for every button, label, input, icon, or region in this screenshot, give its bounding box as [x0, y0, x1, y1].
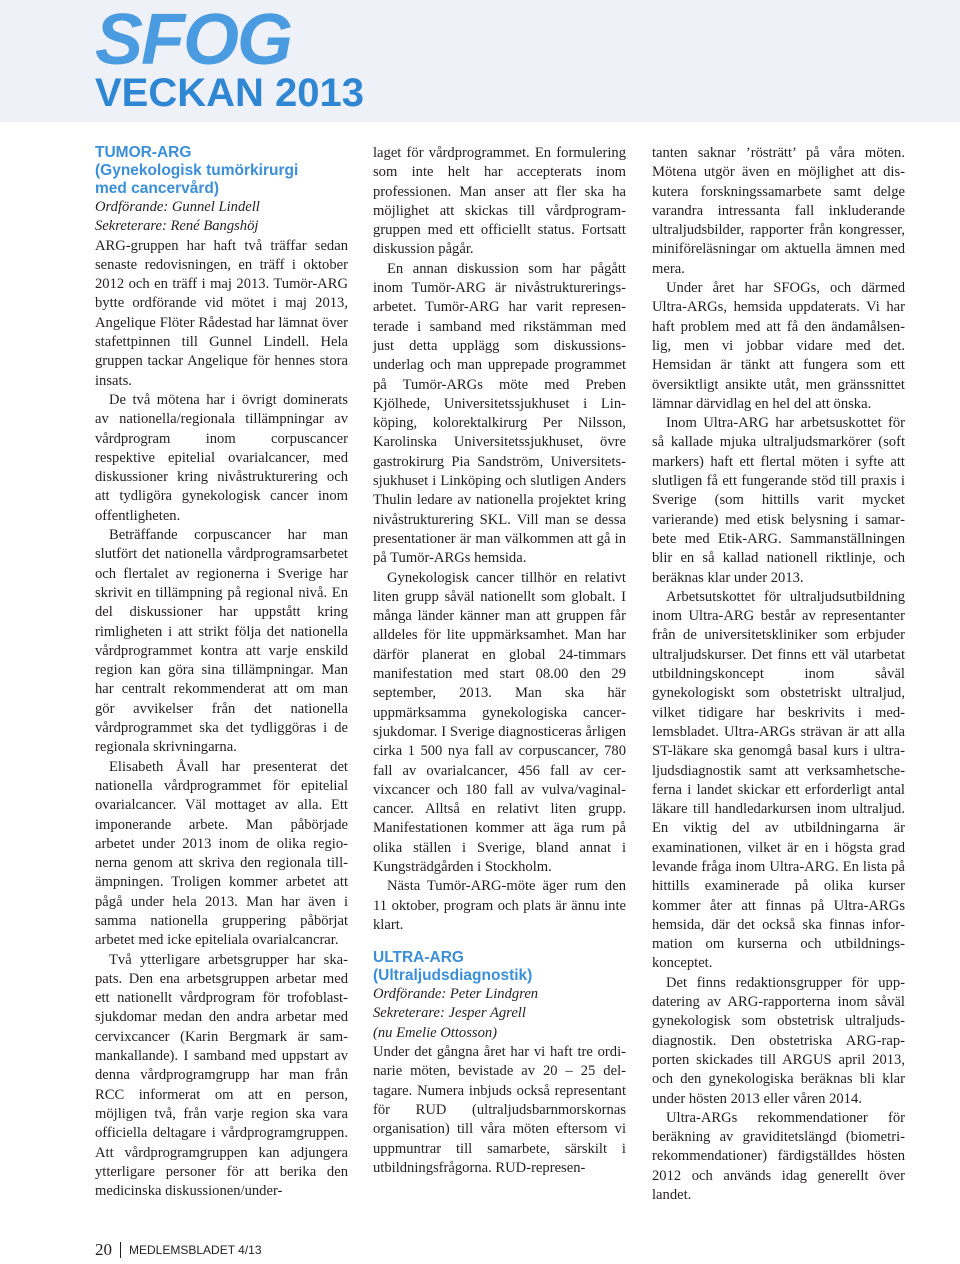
- paragraph: tanten saknar ’rösträtt’ på våra möten. Mötena utgör även en möjlighet att diskutera forskningssamarbete samt delge varandra intressanta fall inkluderande ultraljudsbilder, rapporter från kongresser, miniföreläsningar om aktuella ämnen med mera.: [652, 145, 905, 277]
- page-footer: [95, 1240, 262, 1260]
- paragraph: Det finns redaktionsgrupper för uppdatering av ARG-rapporterna inom såväl gynekologisk som obstetrisk ultraljudsdiagnostik. Den obstetriska ARG-rapporten skickades till ARGUS april 2013, och den gynekologiska beräknas bli klar under hösten 2013 eller våren 2014.: [652, 974, 905, 1107]
- paragraph: Arbetsutskottet för ultraljudsutbildning inom Ultra-ARG består av representanter från de universitetskliniker som erbjuder ultraljudskurser. Det finns ett väl utarbetat utbildningskoncept inom såväl gynekologiskt som obstetriskt ultraljud, vilket tidigare har beskrivits i medlemsbladet. Ultra-ARGs strävan är att alla ST-läkare ska genomgå basal kurs i ultraljudsdiagnostik samt att verksamhetscheferna i landet skickar ett erforderligt antal läkare till handledarkursen inom ultraljud. En viktig del av utbildningarna är examinationen, vilket är en i högsta grad levande fråga inom Ultra-ARG. En lista på hittills examinerade på olika kurser kommer åter att finnas på Ultra-ARGs hemsida, där det också ska finnas information om kurserna och utbildningskonceptet.: [652, 588, 905, 972]
- paragraph: Gynekologisk cancer tillhör en relativt liten grupp såväl nationellt som globalt. I många länder känner man att gruppen får alldeles för lite uppmärksamhet. Man har därför planerat en global 24-timmars manifestation med start 08.00 den 29 september, 2013. Man ska här uppmärksamma gynekologiska cancersjukdomar. I Sverige diagnosticeras årligen cirka 1 500 nya fall av corpuscancer, 780 fall av ovarialcancer, 456 fall av cervixcancer och 180 fall av vulva/vaginalcancer. Alltså en relativt liten grupp. Manifestationen kommer att äga rum på olika ställen i Sverige, bland annat i Kungsträdgården i Stockholm.: [373, 569, 626, 875]
- publication-name: MEDLEMSBLADET 4/13: [129, 1243, 262, 1257]
- paragraph: Beträffande corpuscancer har man slutfört det nationella vårdprogramsarbetet och flertalet av regionerna i Sverige har skrivit en tillämpning på regional nivå. En del diskussioner har uppstått kring rimligheten i att strikt följa det nationella vårdprogrammet kontra att varje enskild region kan göra sina tillämpningar. Man har centralt rekommenderat att om man gör avvikelser från det nationella vårdprogrammet ska det tydliggöras i de regionala skrivningarna.: [95, 527, 348, 756]
- chair-line: Ordförande: Gunnel Lindell: [95, 199, 260, 215]
- paragraph: Under året har SFOGs, och därmed Ultra-ARGs, hemsida uppdaterats. Vi har haft problem med att få den ändamålsenlig, men vi jobbar vidare med det. Hemsidan är tänkt att fungera som ett översiktligt ansikte utåt, men gränssnittet lämnar därvidlag en hel del att önska.: [652, 280, 905, 412]
- paragraph: Två ytterligare arbetsgrupper har skapats. Den ena arbetsgruppen arbetar med ett nationellt vårdprogram för trofoblastsjukdomar medan den andra arbetar med cervixcancer (Karin Bergmark är sammankallande). I samband med uppstart av denna vårdprogramgrupp har man från RCC informerat om att en person, möjligen två, från varje region ska vara officiella deltagare i vårdprogramgruppen. Att vårdprogramgruppen kan adjungera ytterligare personer för att berika den medicinska diskussionen/under-: [95, 951, 348, 1200]
- paragraph: Inom Ultra-ARG har arbetsuskottet för så kallade mjuka ultraljudsmarkörer (soft markers) haft ett flertal möten i syfte att slutligen få ett fungerande stöd till praxis i Sverige (som hittills varit mycket varierande) med etisk belysning i samarbete med Etik-ARG. Sammanställningen blir en så kallad nationell riktlinje, och beräknas klar under 2013.: [652, 415, 905, 586]
- column-3: [652, 144, 905, 1205]
- sfog-logo: [95, 0, 365, 115]
- paragraph: laget för vårdprogrammet. En formulering som inte helt har accepterats inom professionen. Man anser att fler ska ha möjlighet att skickas till vårdprogramgruppen med ett officiellt status. Fortsatt diskussion pågår.: [373, 145, 626, 258]
- paragraph: De två mötena har i övrigt dominerats av nationella/regionala tillämpningar av vårdprogram inom corpuscancer respektive epitelial ovarialcancer, med diskussioner kring nivåstrukturering och att tydligöra gynekologisk cancer inom offentligheten.: [95, 391, 348, 524]
- chair-line: Ordförande: Peter Lindgren: [373, 986, 539, 1003]
- logo-title: SFOG: [95, 0, 292, 80]
- paragraph: Nästa Tumör-ARG-möte äger rum den 11 oktober, program och plats är ännu inte klart.: [373, 878, 626, 933]
- section-heading-tumor-arg: TUMOR-ARG (Gynekologisk tumörkirurgi med cancervård): [95, 144, 299, 197]
- section-heading-ultra-arg: ULTRA-ARG (Ultraljudsdiagnostik): [373, 949, 533, 985]
- paragraph: Ultra-ARGs rekommendationer för beräkning av graviditetslängd (biometrirekommendationer) färdigställdes hösten 2012 och används idag generellt över landet.: [652, 1109, 905, 1204]
- page-number: 20: [95, 1240, 112, 1259]
- secretary-line: Sekreterare: Jesper Agrell: [373, 1005, 526, 1022]
- secretary-note: (nu Emelie Ottosson): [373, 1024, 498, 1041]
- paragraph: Under det gångna året har vi haft tre ordinarie möten, bevistade av 20 – 25 deltagare. Numera inbjuds också representant för RUD (ultraljudsbarnmorskornas organisation) till våra möten eftersom vi uppmuntrar till samarbete, särskilt i utbildningsfrågorna. RUD-represen-: [373, 1044, 626, 1176]
- footer-divider: [120, 1242, 121, 1258]
- secretary-line: Sekreterare: René Bangshöj: [95, 218, 259, 235]
- column-1: [95, 144, 348, 1201]
- paragraph: ARG-gruppen har haft två träffar sedan senaste redovisningen, en träff i oktober 2012 och en träff i maj 2013. Tumör-ARG bytte ordförande vid mötet i maj 2013, Angelique Flöter Rådestad har lämnat över stafettpinnen till Gunnel Lindell. Hela gruppen tackar Angelique för hennes stora insats.: [95, 237, 348, 389]
- logo-subtitle: VECKAN 2013: [95, 71, 365, 115]
- column-2: [373, 144, 626, 1178]
- paragraph: En annan diskussion som har pågått inom Tumör-ARG är nivåstruktureringsarbetet. Tumör-ARG har varit representerade i samband med rikstämman med just detta upplägg som diskussionsunderlag och man upprepade programmet på Tumör-ARGs möte med Preben Kjölhede, Universitetssjukhuset i Linköping, kolorektalkirurg Per Nilsson, Karolinska Universitetssjukhuset, övre gastrokirurg Pia Sandström, Universitetssjukhuset i Linköping och slutligen Anders Thulin ledare av nationella projektet kring nivåstrukturering SKL. Vill man se dessa presentationer är man välkommen att gå in på Tumör-ARGs hemsida.: [373, 260, 626, 567]
- paragraph: Elisabeth Åvall har presenterat det nationella vårdprogrammet för epitelial ovarialcancer. Väl mottaget av alla. Ett imponerande arbete. Man påbörjade arbetet under 2013 inom de olika regionerna genom att skriva den regionala tillämpningen. Troligen kommer arbetet att pågå under hela 2013. Man har även i samma nationella gruppering påbörjat arbetet med icke epiteliala ovarialcancrar.: [95, 758, 348, 949]
